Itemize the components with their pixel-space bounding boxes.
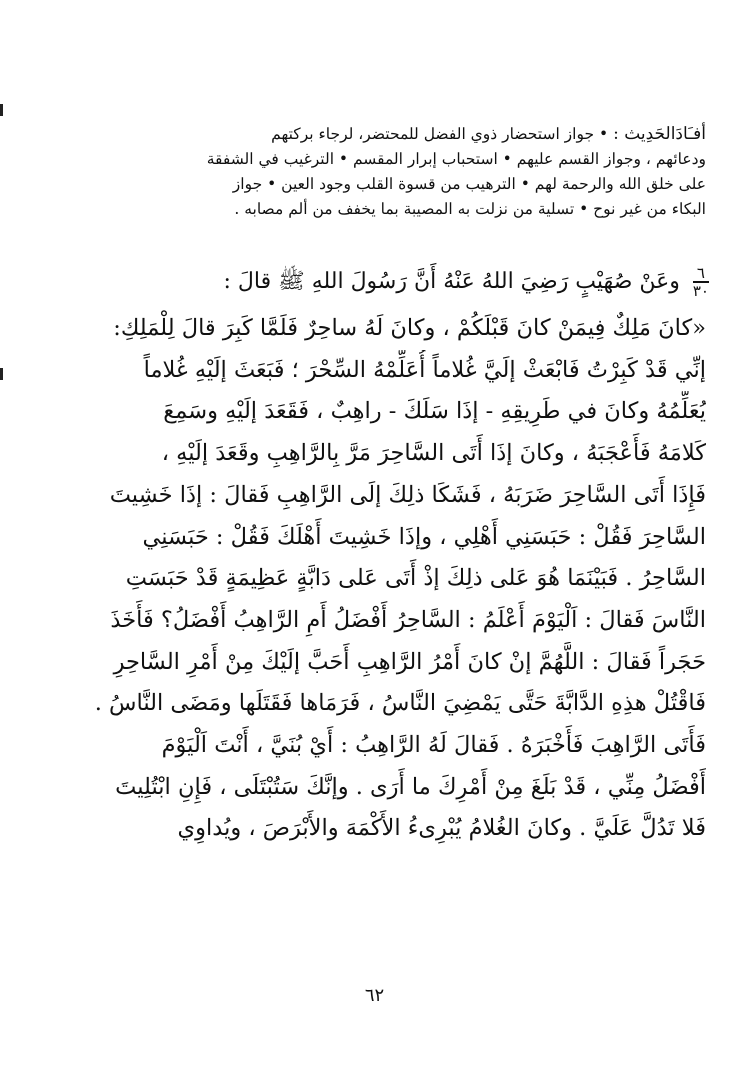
notes-line-3: على خلق الله والرحمة لهم • الترهيب من قسوة القلب وجود العين • جواز [232,175,706,193]
hadith-line: النَّاسَ فَقالَ : اَلْيَوْمَ أَعْلَمُ : السَّاحِرُ أَفْضَلُ أَمِ الرَّاهِبُ أَفْضَلُ؟ فَأَخَذَ [110,606,706,633]
notes-line-4: البكاء من غير نوح • تسلية من نزلت به المصيبة بما يخفف من ألم مصابه . [234,200,706,218]
hadith-intro-text: وعَنْ صُهَيْبٍ رَضِيَ اللهُ عَنْهُ أَنَّ رَسُولَ اللهِ ﷺ قالَ : [223,269,680,294]
hadith-line: يُعَلِّمُهُ وكانَ في طَرِيقِهِ - إذَا سَلَكَ - راهِبٌ ، فَقَعَدَ إلَيْهِ وسَمِعَ [163,398,706,425]
hadith-line: حَجَراً فَقالَ : اللَّهُمَّ إنْ كانَ أَمْرُ الرَّاهِبِ أَحَبَّ إلَيْكَ مِنْ أَمْرِ السَّاحِرِ [113,648,706,675]
hadith-intro [224,262,709,302]
hadith-line: فَأَتَى الرَّاهِبَ فَأَخْبَرَهُ . فَقالَ لَهُ الرَّاهِبُ : أَيْ بُنَيَّ ، أَنْتَ اَلْيَوْمَ [161,732,706,759]
hadith-benefits-notes [66,122,706,222]
hadith-line: فَإِذَا أَتَى السَّاحِرَ ضَرَبَهُ ، فَشَكَا ذلِكَ إلَى الرَّاهِبِ فَقالَ : إذَا خَشِيتَ [109,481,706,508]
hadith-line: «كانَ مَلِكٌ فِيمَنْ كانَ قَبْلَكُمْ ، وكانَ لَهُ ساحِرٌ فَلَمَّا كَبِرَ قالَ لِلْمَلِكِ: [113,315,706,341]
hadith-line: السَّاحِرُ . فَبَيْنَمَا هُوَ عَلى ذلِكَ إذْ أَتَى عَلى دَابَّةٍ عَظِيمَةٍ قَدْ حَبَسَتِ [125,565,706,592]
scan-edge-mark-top [0,104,3,116]
scan-edge-mark-bottom [0,368,3,380]
hadith-number [693,266,709,298]
page-number: ٦٢ [364,985,385,1006]
hadith-line: كَلامَهُ فَأَعْجَبَهُ ، وكانَ إذَا أَتَى السَّاحِرَ مَرَّ بِالرَّاهِبِ وقَعَدَ إلَيْهِ ، [161,440,706,467]
hadith-line: إنِّي قَدْ كَبِرْتُ فَابْعَثْ إلَيَّ غُلاماً أُعَلِّمْهُ السِّحْرَ ؛ فَبَعَثَ إلَيْهِ غُلاماً [143,356,706,383]
hadith-line: السَّاحِرَ فَقُلْ : حَبَسَنِي أَهْلِي ، وإذَا خَشِيتَ أَهْلَكَ فَقُلْ : حَبَسَنِي [142,523,706,550]
hadith-line: أَفْضَلُ مِنِّي ، قَدْ بَلَغَ مِنْ أَمْرِكَ ما أَرَى . وإنَّكَ سَتُبْتَلَى ، فَإِنِ ابْتُلِيتَ [115,773,706,800]
hadith-line: فَاقْتُلْ هذِهِ الدَّابَّةَ حَتَّى يَمْضِيَ النَّاسُ ، فَرَمَاها فَقَتَلَها ومَضَى النَّاسُ . [94,690,706,717]
notes-line-2: ودعائهم ، وجواز القسم عليهم • استحباب إبرار المقسم • الترغيب في الشفقة [206,150,706,168]
notes-line-1 [66,122,706,147]
hadith-number-bottom: ٣٠ [692,282,709,300]
hadith-line: فَلا تَدُلَّ عَلَيَّ . وكانَ الغُلامُ يُبْرِىءُ الأَكْمَهَ والأَبْرَصَ ، ويُداوِي [177,815,706,842]
hadith-text [66,308,706,850]
hadith-number-top: ٦ [693,266,709,283]
notes-heading: أفـَادَالحَدِيث : [613,124,706,144]
notes-line-1-text: • جواز استحضار ذوي الفضل للمحتضر، لرجاء بركتهم [271,125,609,143]
